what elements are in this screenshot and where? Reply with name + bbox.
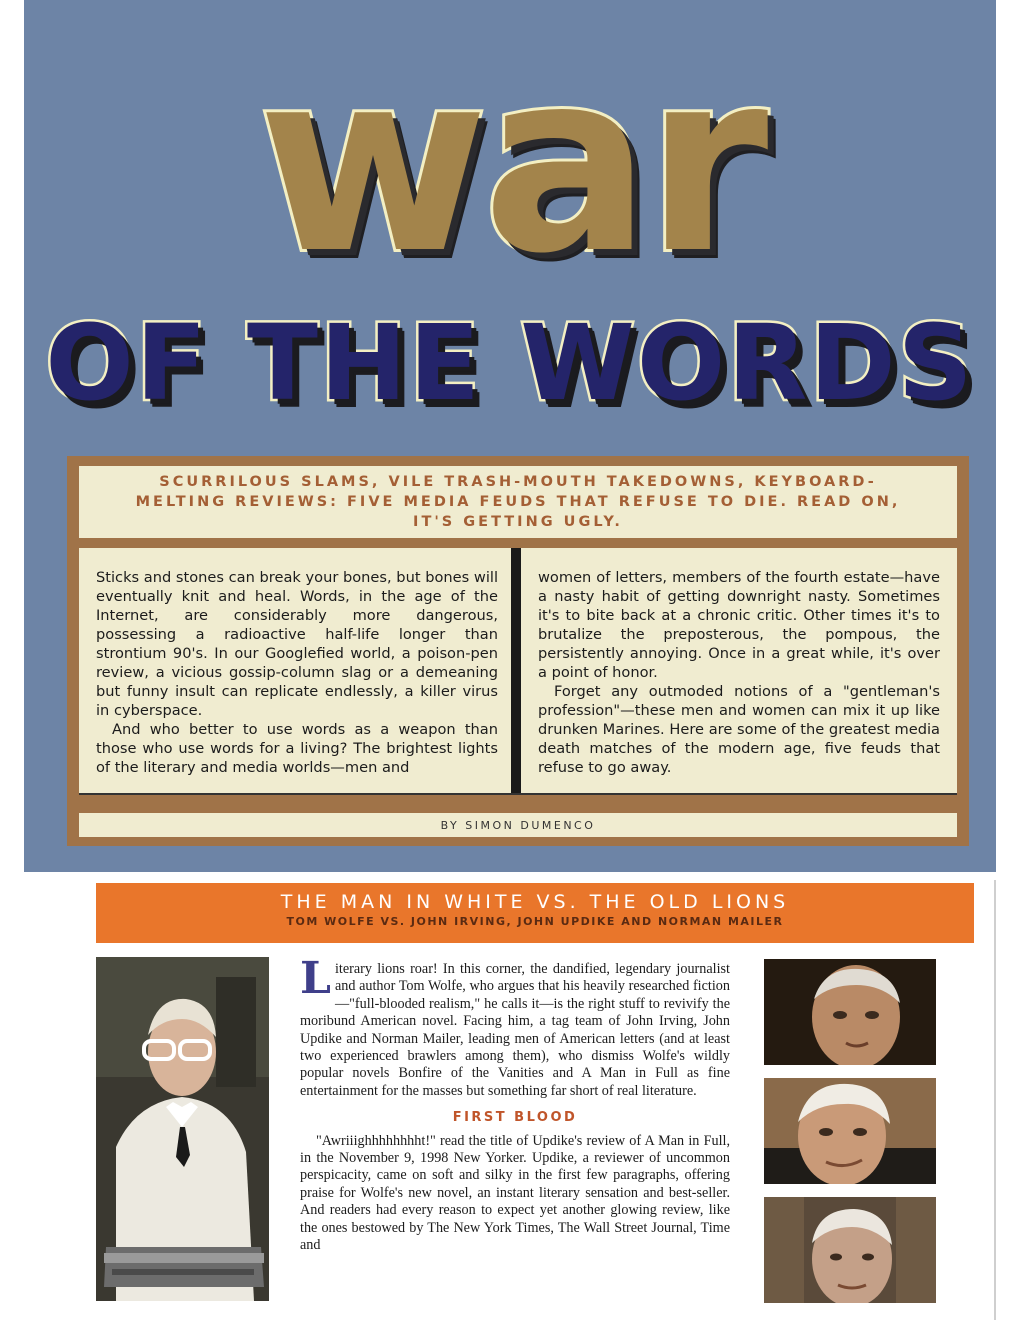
john-updike-photo (764, 1078, 936, 1184)
norman-mailer-photo (764, 1197, 936, 1303)
section-header (96, 883, 974, 943)
column-divider (511, 548, 521, 795)
section-title: THE MAN IN WHITE VS. THE OLD LIONS (280, 891, 790, 913)
byline: BY SIMON DUMENCO (79, 813, 957, 837)
john-irving-photo (764, 959, 936, 1065)
subhead-first-blood: FIRST BLOOD (452, 1110, 578, 1126)
intro-paragraph: Forget any outmoded notions of a "gentleman's profession"—these men and women can mix it up like drunken Marines. Here are some of the greatest media death matches of the modern age, five feuds that refuse to go away. (538, 683, 940, 776)
page-edge (994, 880, 996, 1320)
headline-war: war (257, 17, 763, 308)
intro-paragraph: women of letters, members of the fourth estate—have a nasty habit of getting downright nasty. Sometimes it's to bite back at a chronic critic. Other times it's to brutalize the preposterous, the pompous, the persistently annoying. Once in a great while, it's over a point of honor. (538, 569, 940, 681)
intro-box (79, 548, 957, 795)
intro-paragraph: Sticks and stones can break your bones, but bones will eventually knit and heal. Words, in the age of the Internet, are considerably more dangerous, possessing a radioactive half-life longer than strontium 90's. In our Googlefied world, a poison-pen review, a vicious gossip-column slag or a demeaning but funny insult can replicate endlessly, a killer virus in cyberspace. (96, 569, 498, 719)
section-subtitle: TOM WOLFE VS. JOHN IRVING, JOHN UPDIKE AND NORMAN MAILER (286, 915, 784, 928)
divider (79, 793, 957, 795)
intro-right-column (538, 568, 940, 777)
article-paragraph (300, 953, 730, 1100)
article-paragraph-text: iterary lions roar! In this corner, the dandified, legendary journalist and author Tom Wolfe, who argues that his heavily researched fiction—"full-blooded realism," he calls it—is the right stuff to revivify the moribund American novel. Facing him, a tag team of John Irving, John Updike and Norman Mailer, leading men of American letters (and at least two experienced brawlers among them), who dismiss Wolfe's wildly popular novels Bonfire of the Vanities and A Man in Full as fine entertainment for the masses but something far short of real literature. (300, 961, 730, 1099)
intro-paragraph: And who better to use words as a weapon than those who use words for a living? The brightest lights of the literary and media worlds—men and (96, 721, 498, 776)
article-body (300, 953, 730, 1255)
article-paragraph: "Awriiighhhhhhhht!" read the title of Updike's review of A Man in Full, in the November 9, 1998 New Yorker. Updike, a reviewer of uncommon perspicacity, came on soft and silky in the first few paragraphs, offering praise for Wolfe's new novel, an instant literary sensation and best-seller. And readers had every reason to expect yet another glowing review, like the ones bestowed by The New York Times, The Wall Street Journal, Time and (300, 1132, 730, 1254)
tom-wolfe-photo (96, 957, 269, 1301)
intro-left-column (96, 568, 498, 777)
drop-cap: L (300, 953, 331, 1004)
intro-frame (67, 456, 969, 846)
headline-of-the-words: OF THE WORDS (45, 302, 975, 424)
deck-text: SCURRILOUS SLAMS, VILE TRASH-MOUTH TAKEDOWNS, KEYBOARD-MELTING REVIEWS: FIVE MEDIA FEUDS THAT REFUSE TO DIE. READ ON, IT'S GETTING UGLY. (135, 474, 901, 530)
deck-box (79, 466, 957, 538)
